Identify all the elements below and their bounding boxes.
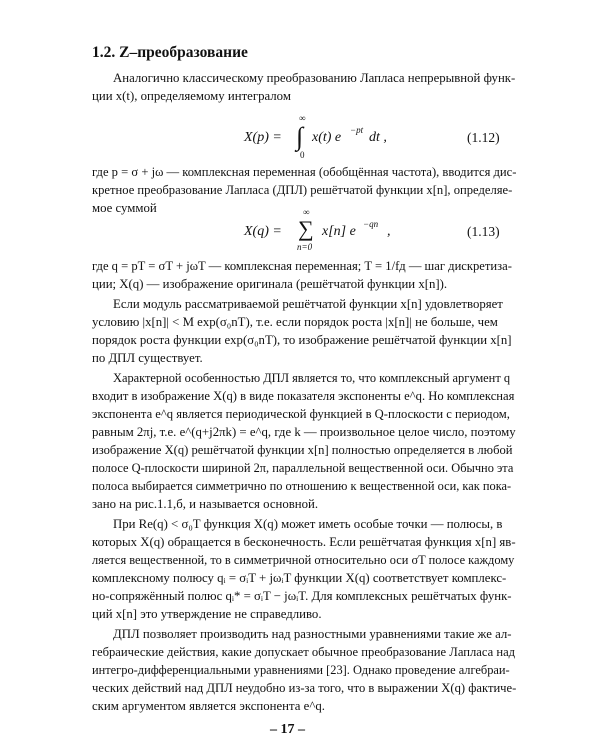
equation-lhs: X(p) = [244,130,282,145]
equation-body: x(t) e [312,130,342,145]
text-line: ции; X(q) — изображение оригинала (решётчатой функции x[n]). [92,277,448,291]
equation-lhs: X(q) = [244,224,282,239]
section-heading: 1.2. Z–преобразование [92,44,248,61]
text-line: равным 2πj, т.е. e^(q+j2πk) = e^q, где k — произвольное целое число, поэтому [92,425,516,439]
integral-lower-limit: 0 [300,150,305,160]
equation-exponent: −pt [350,125,364,135]
text-line: по ДПЛ существует. [92,351,203,365]
text-line: кретное преобразование Лапласа (ДПЛ) решётчатой функции x[n], определяе- [92,183,513,197]
text-line: гебраические действия, какие допускает обычное преобразование Лапласа над [92,645,516,659]
text-line: экспонента e^q является периодической функцией в Q-плоскости с периодом, [92,407,510,421]
text-line: При Re(q) < σ₀T функция X(q) может иметь особые точки — полюсы, в [113,517,503,531]
text-line: где q = pT = σT + jωT — комплексная переменная; T = 1/fд — шаг дискретиза- [92,259,512,273]
sum-upper-limit: ∞ [303,207,310,217]
text-line: Аналогично классическому преобразованию Лапласа непрерывной функ- [113,71,516,85]
text-line: Если модуль рассматриваемой решётчатой функции x[n] удовлетворяет [113,297,503,311]
sum-sign-icon: ∑ [298,216,314,241]
text-line: интегро-дифференциальными уравнениями [23]. Однако проведение алгебраи- [92,663,510,677]
equation-number: (1.12) [467,130,500,145]
text-line: зано на рис.1.1,б, и называется основной. [92,497,319,511]
equation-number: (1.13) [467,224,500,239]
integral-upper-limit: ∞ [299,113,306,123]
text-line: ций x[n] это утверждение не справедливо. [92,607,322,621]
text-line: ДПЛ позволяет производить над разностными уравнениями такие же ал- [113,627,512,641]
text-line: ции x(t), определяемому интегралом [92,89,291,103]
text-line: где p = σ + jω — комплексная переменная (обобщённая частота), вводится дис- [92,165,517,179]
equation-tail: , [387,224,391,239]
text-line: изображение X(q) решётчатой функции x[n] полностью определяется в любой [92,443,513,457]
text-line: ским аргументом является экспонента e^q. [92,699,325,713]
text-line: комплексному полюсу qᵢ = σᵢT + jωᵢT функции X(q) соответствует комплекс- [92,571,507,585]
equation-body: x[n] e [322,224,356,239]
text-line: ческих действий над ДПЛ неудобно из-за того, что в выражении X(q) фактиче- [92,681,517,695]
integral-sign-icon: ∫ [296,122,304,151]
equation-exponent: −qn [363,219,379,229]
text-line: но-сопряжённый полюс qᵢ* = σᵢT − jωᵢT. Для комплексных решётчатых функ- [92,589,512,603]
text-line: полосе Q-плоскости шириной 2π, параллельной вещественной оси. Обычно эта [92,461,514,475]
equation-tail: dt , [369,130,387,145]
text-line: условию |x[n]| < M exp(σ₀nT), т.е. если порядок роста |x[n]| не больше, чем [92,315,498,329]
text-line: Характерной особенностью ДПЛ является то, что комплексный аргумент q [113,371,511,385]
sum-lower-limit: n=0 [297,242,313,252]
page-number: – 17 – [270,722,305,737]
text-line: мое суммой [92,201,157,215]
text-line: входит в изображение X(q) в виде показателя экспоненты e^q. Но комплексная [92,389,515,403]
text-line: ляется вещественной, то в симметричной относительно оси σT полосе каждому [92,553,515,567]
text-line: которых X(q) обращается в бесконечность. Если решётчатая функция x[n] яв- [92,535,516,549]
text-line: полоса выбирается симметрично по отношению к вещественной оси, как пока- [92,479,512,493]
text-line: порядок роста функции exp(σ₀nT), то изображение решётчатой функции x[n] [92,333,512,347]
